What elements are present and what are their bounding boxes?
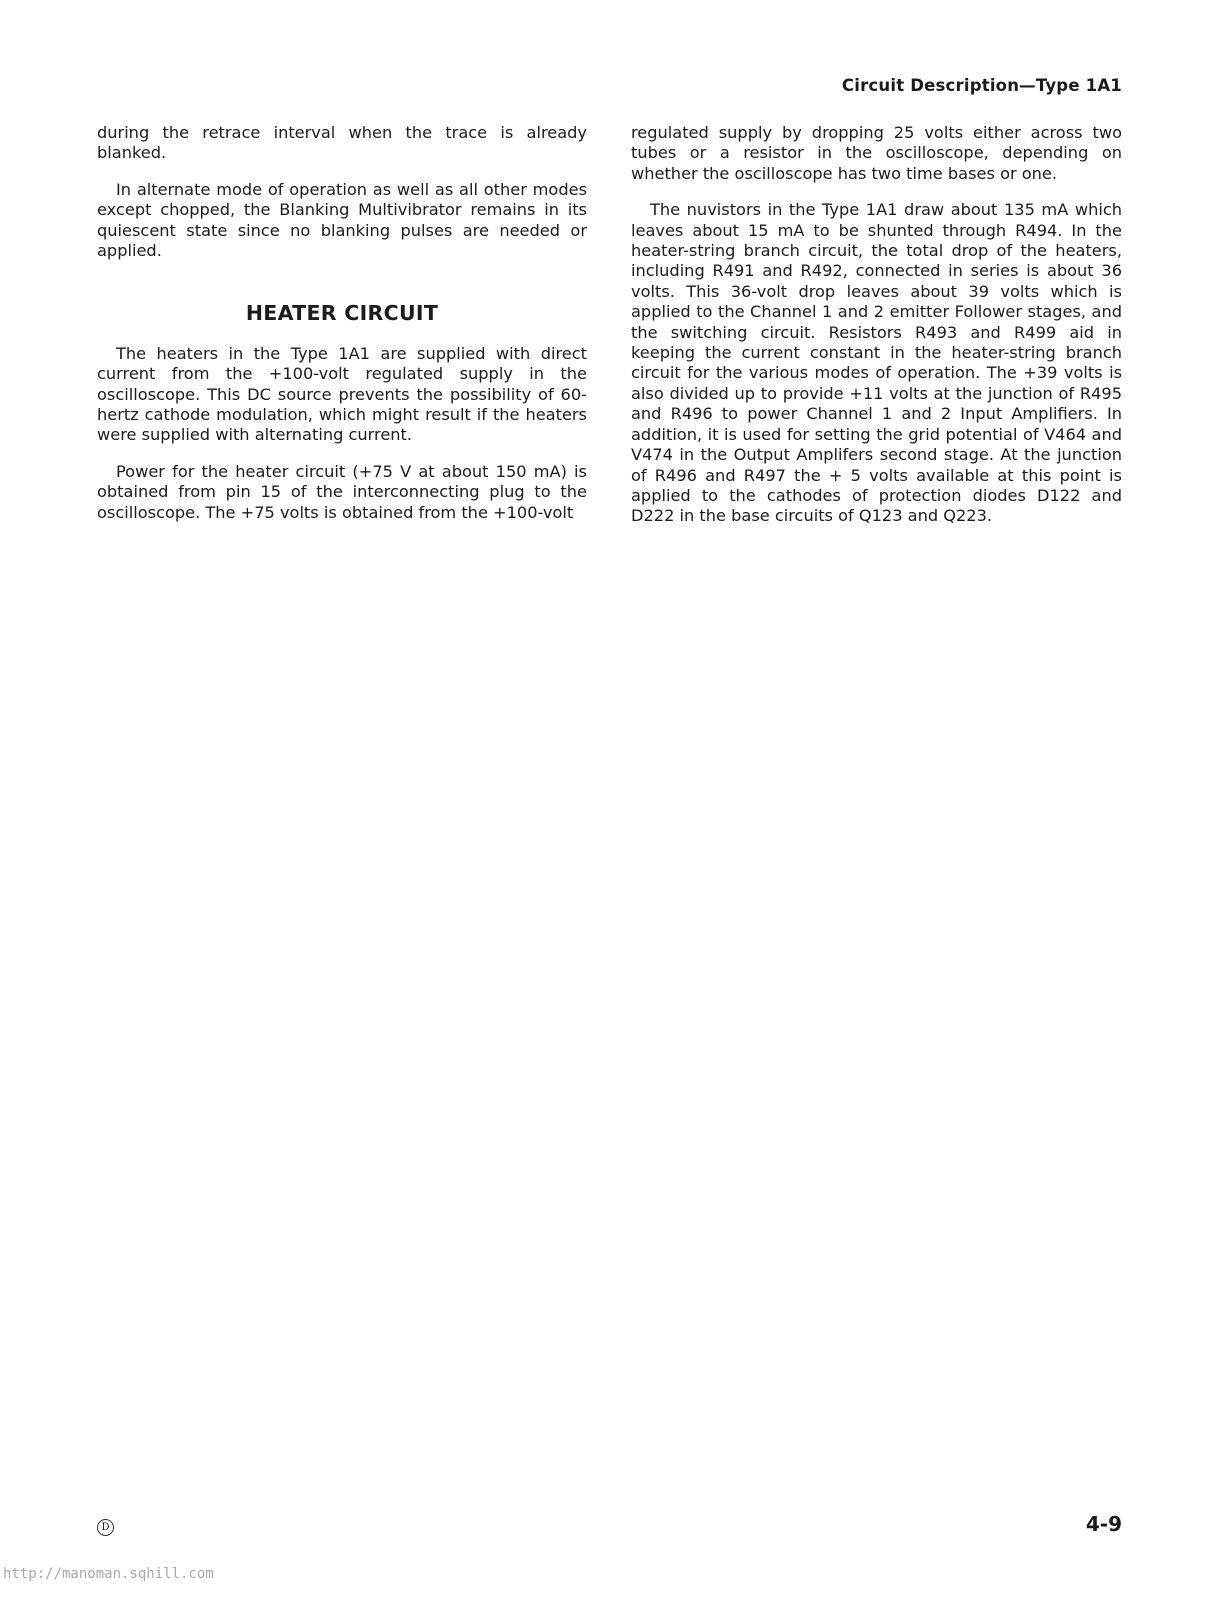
paragraph-nuvistors: The nuvistors in the Type 1A1 draw about 135 mA which leaves about 15 mA to be shunted through R494. In the heater-string branch circuit, the total drop of the heaters, including R491 and R492, connected in series is about 36 volts. This 36-volt drop leaves about 39 volts which is applied to the Channel 1 and 2 emitter Follower stages, and the switching circuit. Resistors R493 and R499 aid in keeping the current constant in the heater-string branch circuit for the various modes of operation. The +39 volts is also divided up to provide +11 volts at the junction of R495 and R496 to power Channel 1 and 2 Input Amplifiers. In addition, it is used for setting the grid potential of V464 and V474 in the Output Amplifers second stage. At the junction of R496 and R497 the + 5 volts available at this point is applied to the cathodes of protection diodes D122 and D222 in the base circuits of Q123 and Q223. <box>631 200 1122 526</box>
right-column <box>631 123 1122 543</box>
paragraph-heaters-dc: The heaters in the Type 1A1 are supplied with direct current from the +100-volt regulated supply in the oscilloscope. This DC source prevents the possibility of 60-hertz cathode modulation, which might result if the heaters were supplied with alternating current. <box>97 343 587 445</box>
revision-mark: D <box>97 1519 114 1536</box>
section-title-heater-circuit: HEATER CIRCUIT <box>245 301 439 326</box>
source-watermark: http://manoman.sqhill.com <box>3 1566 214 1582</box>
paragraph-retrace: during the retrace interval when the trace is already blanked. <box>97 123 587 163</box>
left-column <box>97 123 587 539</box>
page-number: 4-9 <box>1085 1512 1122 1536</box>
paragraph-heater-power: Power for the heater circuit (+75 V at about 150 mA) is obtained from pin 15 of the interconnecting plug to the oscilloscope. The +75 volts is obtained from the +100-volt <box>97 461 587 522</box>
running-header: Circuit Description—Type 1A1 <box>841 76 1122 95</box>
paragraph-regulated-supply: regulated supply by dropping 25 volts either across two tubes or a resistor in the oscilloscope, depending on whether the oscilloscope has two time bases or one. <box>631 123 1122 183</box>
paragraph-alternate-mode: In alternate mode of operation as well as all other modes except chopped, the Blanking Multivibrator remains in its quiescent state since no blanking pulses are needed or applied. <box>97 179 587 261</box>
